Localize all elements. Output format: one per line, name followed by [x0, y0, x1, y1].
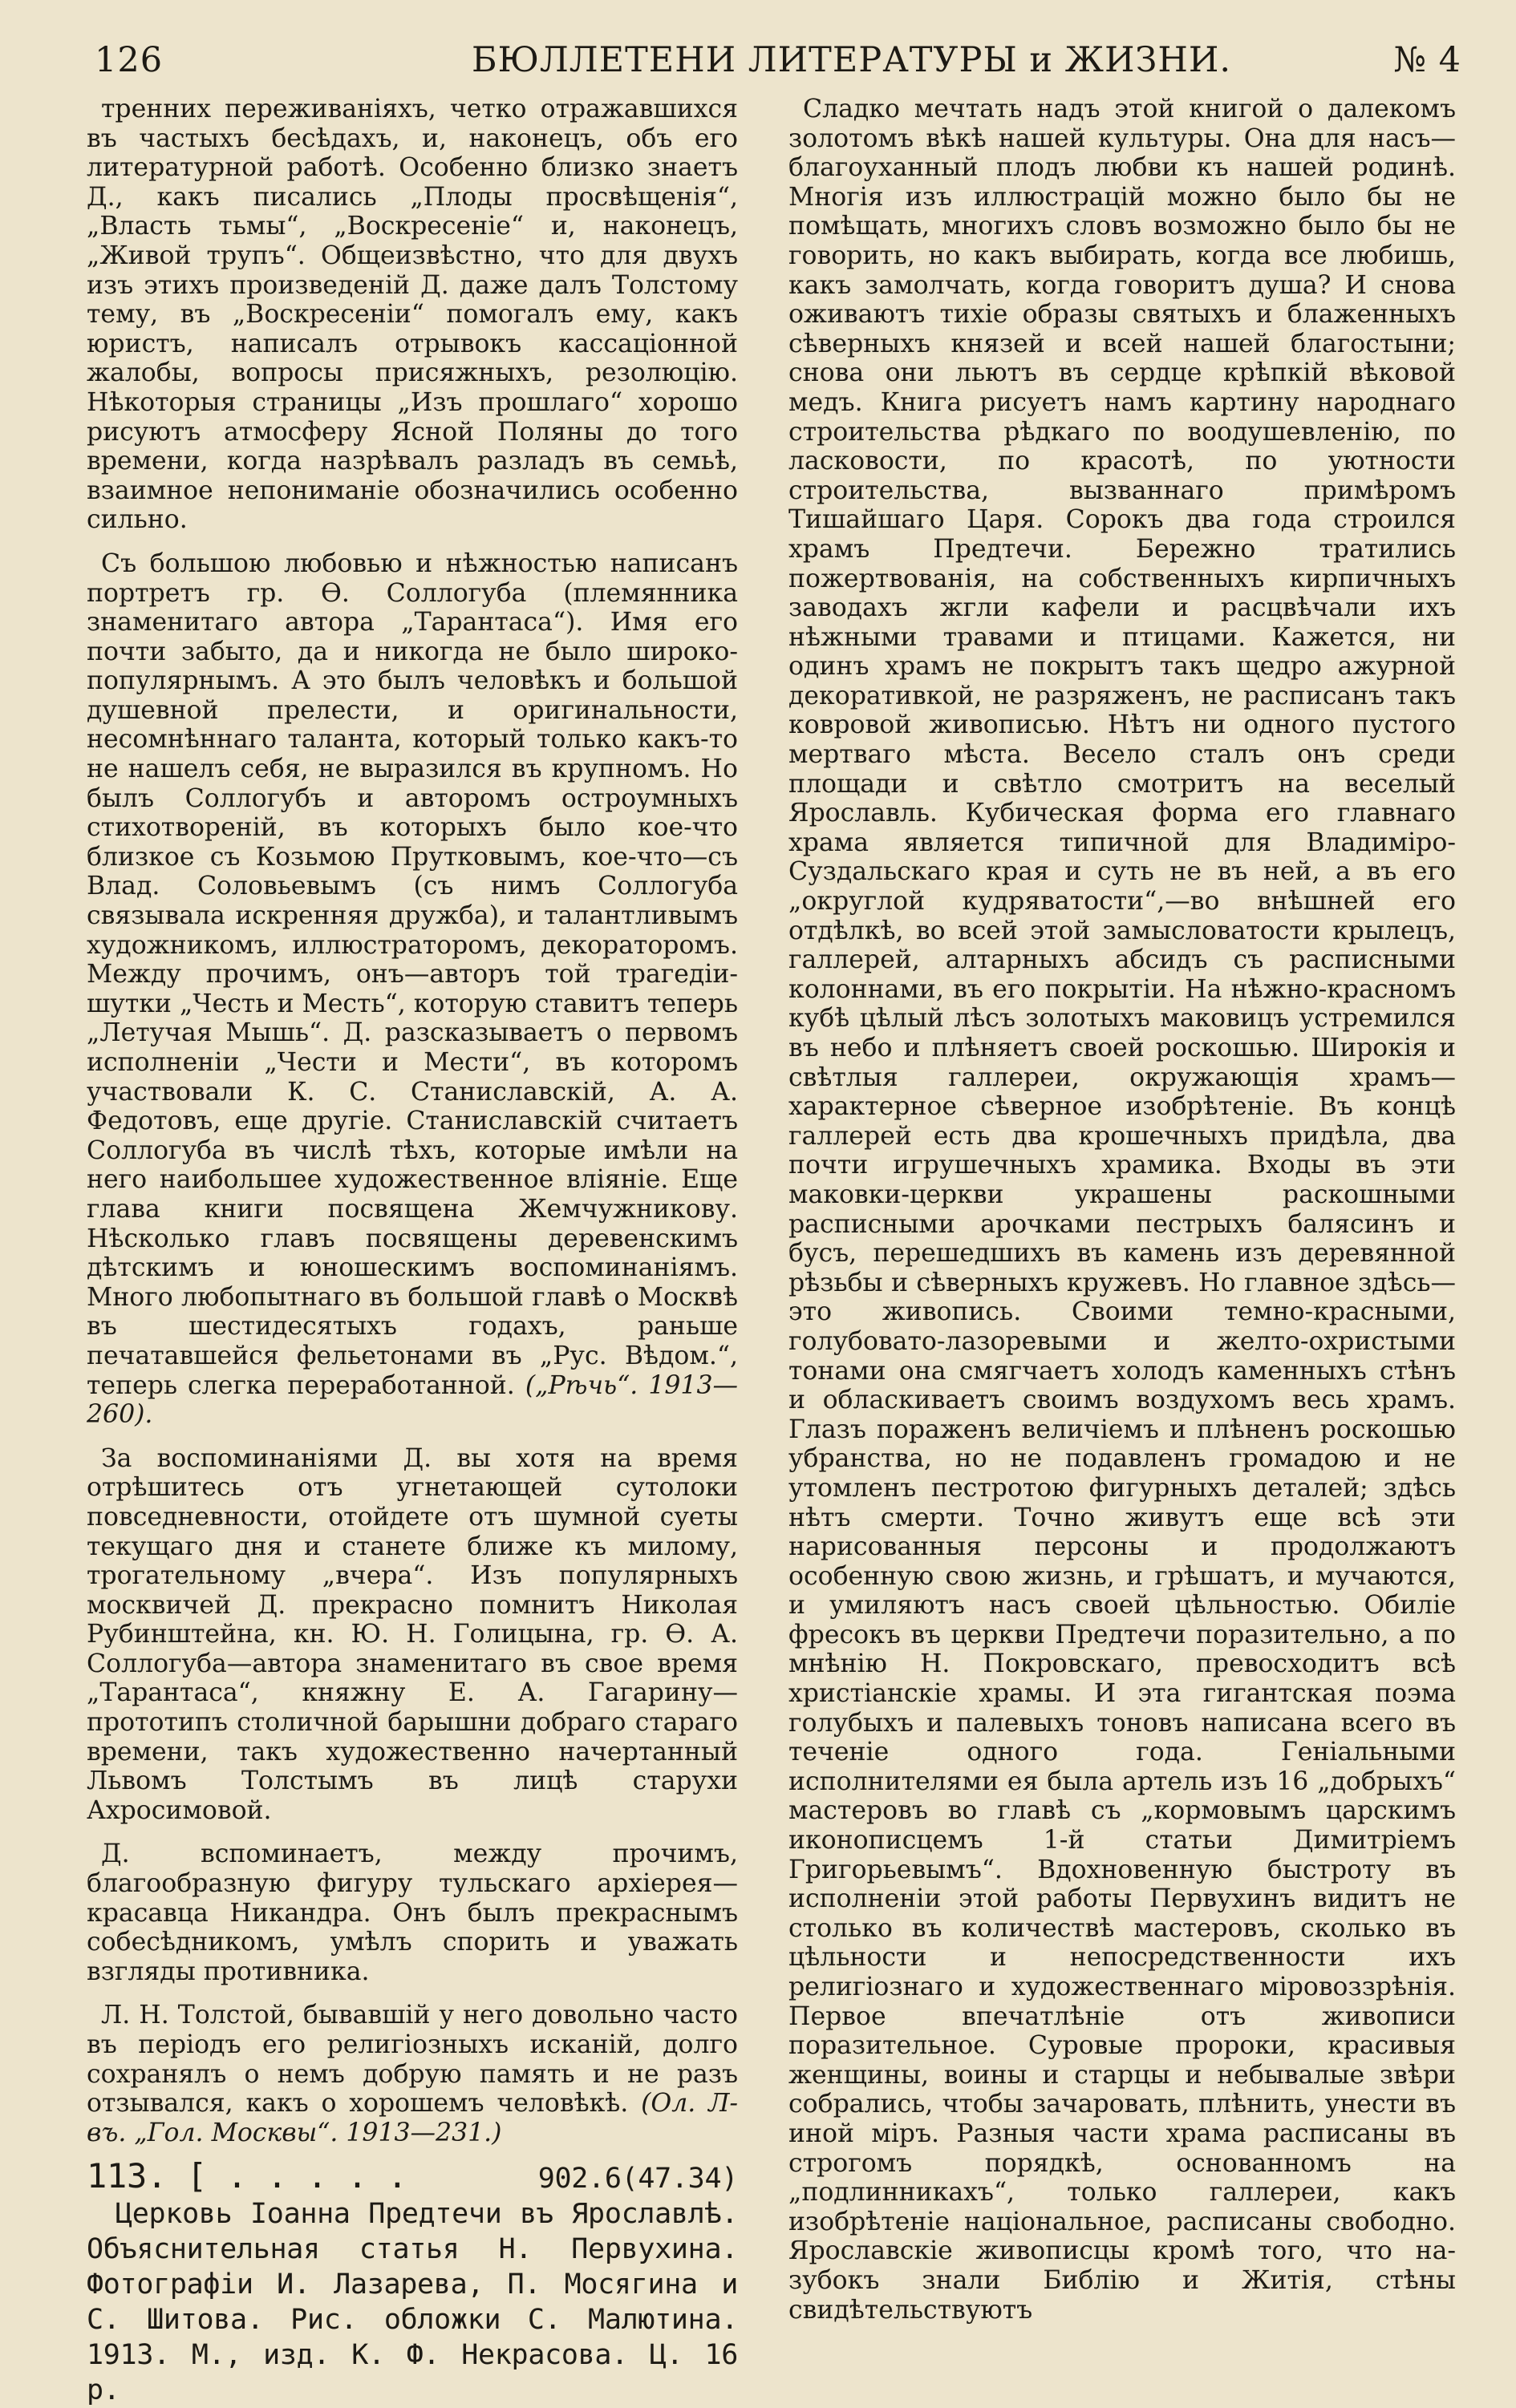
paragraph: Д. вспоминаетъ, между прочимъ, благообразную фигуру тульскаго архіерея—красавца Никандра. Онъ былъ прекраснымъ собесѣдникомъ, умѣлъ спорить и уважать взгляды противника. — [87, 1839, 738, 1986]
running-head: БЮЛЛЕТЕНИ ЛИТЕРАТУРЫ и ЖИЗНИ. — [472, 40, 1232, 80]
citation: (Ол. Л-въ. „Гол. Москвы“. 1913—231.) — [87, 2089, 738, 2147]
paragraph: Сладко мечтать надъ этой книгой о далекомъ золотомъ вѣкѣ нашей культуры. Она для насъ—благоуханный плодъ любви къ нашей родинѣ. Многія изъ иллюстрацій можно было бы не помѣщать, многихъ словъ возможно было бы не говорить, но какъ выбирать, когда все любишь, какъ замолчать, когда говоритъ душа? И снова оживаютъ тихіе образы святыхъ и блаженныхъ сѣверныхъ князей и всей нашей благостыни; снова они льютъ въ сердце крѣпкій вѣковой медъ. Книга рисуетъ намъ картину народнаго строительства рѣдкаго по воодушевленію, по ласковости, по красотѣ, по уютности строительства, вызваннаго примѣромъ Тишайшаго Царя. Сорокъ два года строился храмъ Предтечи. Бережно тратились пожертвованія, на собственныхъ кирпичныхъ заводахъ жгли кафели и расцвѣчали ихъ нѣжными травами и птицами. Кажется, ни одинъ храмъ не покрытъ такъ щедро ажурной декоративкой, не разряженъ, не расписанъ такъ ковровой живописью. Нѣтъ ни одного пустого мертваго мѣста. Весело сталъ онъ среди площади и свѣтло смотритъ на веселый Ярославль. Кубическая форма его главнаго храма является типичной для Владиміро-Суздальскаго края и суть не въ ней, а въ его „округлой кудряватости“,—во внѣшней его отдѣлкѣ, во всей этой замысловатости крылецъ, галлерей, алтарныхъ абсидъ съ расписными колоннами, въ его покрытіи. На нѣжно-красномъ кубѣ цѣлый лѣсъ золотыхъ маковицъ устремился въ небо и плѣняетъ своей роскошью. Широкія и свѣтлыя галлереи, окружающія храмъ—характерное сѣверное изобрѣтеніе. Въ концѣ галлерей есть два крошечныхъ придѣла, два почти игрушечныхъ храмика. Входы въ эти маковки-церкви украшены раскошными расписными арочками пестрыхъ балясинъ и бусъ, перешедшихъ въ камень изъ деревянной рѣзьбы и сѣверныхъ кружевъ. Но главное здѣсь—это живопись. Своими темно-красными, голубовато-лазоревыми и желто-охристыми тонами она смягчаетъ холодъ каменныхъ стѣнъ и обласкиваетъ своимъ воздухомъ весь храмъ. Глазъ пораженъ величіемъ и плѣненъ роскошью убранства, но не подавленъ громадою и не утомленъ пестротою фигурныхъ деталей; здѣсь нѣтъ смерти. Точно живутъ еще всѣ эти нарисованныя персоны и продолжаютъ особенную свою жизнь, и грѣшатъ, и мучаются, и умиляютъ насъ своей цѣльностью. Обиліе фресокъ въ церкви Предтечи поразительно, а по мнѣнію Н. Покровскаго, превосходитъ всѣ христіанскіе храмы. И эта гигантская поэма голубыхъ и палевыхъ тоновъ написана всего въ теченіе одного года. Геніальными исполнителями ея была артель изъ 16 „добрыхъ“ мастеровъ во главѣ съ „кормовымъ царскимъ иконописцемъ 1-й статьи Димитріемъ Григорьевымъ“. Вдохновенную быстроту въ исполненіи этой работы Первухинъ видитъ не столько въ количествѣ мастеровъ, сколько въ цѣльности и непосредственности ихъ религіознаго и художественнаго міровоззрѣнія. Первое впечатлѣніе отъ живописи поразительное. Суровые пророки, красивыя женщины, воины и старцы и небывалые звѣри собрались, чтобы зачаровать, плѣнить, унести въ иной міръ. Разныя части храма расписаны въ строгомъ порядкѣ, основанномъ на „подлинникахъ“, только галлереи, какъ изобрѣтеніе національное, расписаны свободно. Ярославскіе живописцы кромѣ того, что на-зубокъ знали Библію и Житія, стѣны свидѣтельствуютъ — [788, 95, 1456, 2325]
page-number: 126 — [95, 40, 164, 80]
page-header — [95, 32, 1461, 88]
paragraph — [87, 549, 738, 1430]
issue-number: № 4 — [1393, 40, 1461, 80]
paragraph-text: Л. Н. Толстой, бывавшій у него довольно часто въ періодъ его религіозныхъ исканій, долго сохранялъ о немъ добрую память и не разъ отзывался, какъ о хорошемъ человѣкѣ. — [87, 2001, 738, 2119]
entry-header — [87, 2156, 738, 2196]
citation: („Рѣчь“. 1913—260). — [87, 1370, 739, 1430]
left-column — [87, 95, 738, 2408]
entry-classification: 902.6(47.34) — [537, 2163, 738, 2196]
right-column — [788, 95, 1456, 2325]
entry-number: 113. [ . . . . . — [87, 2156, 407, 2196]
bibliography-entry — [87, 2156, 738, 2408]
paragraph: За воспоминаніями Д. вы хотя на время отрѣшитесь отъ угнетающей сутолоки повседневности, отойдете отъ шумной суеты текущаго дня и станете ближе къ милому, трогательному „вчера“. Изъ популярныхъ москвичей Д. прекрасно помнитъ Николая Рубинштейна, кн. Ю. Н. Голицына, гр. Ѳ. А. Соллогуба—автора знаменитаго въ свое время „Тарантаса“, княжну Е. А. Гагарину—прототипъ столичной барышни добраго стараго времени, такъ художественно начертанный Львомъ Толстымъ въ лицѣ старухи Ахросимовой. — [87, 1443, 738, 1825]
paragraph — [87, 2001, 738, 2147]
entry-text: Церковь Іоанна Предтечи въ Ярославлѣ. Объяснительная статья Н. Первухина. Фотографіи И. Лазарева, П. Мосягина и С. Шитова. Рис. обложки С. Малютина. 1913. М., изд. К. Ф. Некрасова. Ц. 16 р. — [87, 2198, 738, 2407]
paragraph-text: Съ большою любовью и нѣжностью написанъ портретъ гр. Ѳ. Соллогуба (племянника знаменитаго автора „Тарантаса“). Имя его почти забыто, да и никогда не было широко-популярнымъ. А это былъ человѣкъ и большой душевной прелести, и оригинальности, несомнѣннаго таланта, который только какъ-то не нашелъ себя, не выразился въ крупномъ. Но былъ Соллогубъ и авторомъ остроумныхъ стихотвореній, въ которыхъ было кое-что близкое съ Козьмою Прутковымъ, кое-что—съ Влад. Соловьевымъ (съ нимъ Соллогуба связывала искренняя дружба), и талантливымъ художникомъ, иллюстраторомъ, декораторомъ. Между прочимъ, онъ—авторъ той трагедіи-шутки „Честь и Месть“, которую ставитъ теперь „Летучая Мышь“. Д. разсказываетъ о первомъ исполненіи „Чести и Мести“, въ которомъ участвовали К. С. Станиславскій, А. А. Федотовъ, еще другіе. Станиславскій считаетъ Соллогуба въ числѣ тѣхъ, которые имѣли на него наибольшее художественное вліяніе. Еще глава книги посвящена Жемчужникову. Нѣсколько главъ посвящены деревенскимъ дѣтскимъ и юношескимъ воспоминаніямъ. Много любопытнаго въ большой главѣ о Москвѣ въ шестидесятыхъ годахъ, раньше печатавшейся фельетонами въ „Рус. Вѣдом.“, теперь слегка переработанной. — [87, 548, 738, 1400]
paragraph: тренних переживаніяхъ, четко отражавшихся въ частыхъ бесѣдахъ, и, наконецъ, объ его литературной работѣ. Особенно близко знаетъ Д., какъ писались „Плоды просвѣщенія“, „Власть тьмы“, „Воскресеніе“ и, наконецъ, „Живой трупъ“. Общеизвѣстно, что для двухъ изъ этихъ произведеній Д. даже далъ Толстому тему, въ „Воскресеніи“ помогалъ ему, какъ юристъ, написалъ отрывокъ кассаціонной жалобы, вопросы присяжныхъ, резолюцію. Нѣкоторыя страницы „Изъ прошлаго“ хорошо рисуютъ атмосферу Ясной Поляны до того времени, когда назрѣвалъ разладъ въ семьѣ, взаимное непониманіе обозначились особенно сильно. — [87, 95, 738, 535]
